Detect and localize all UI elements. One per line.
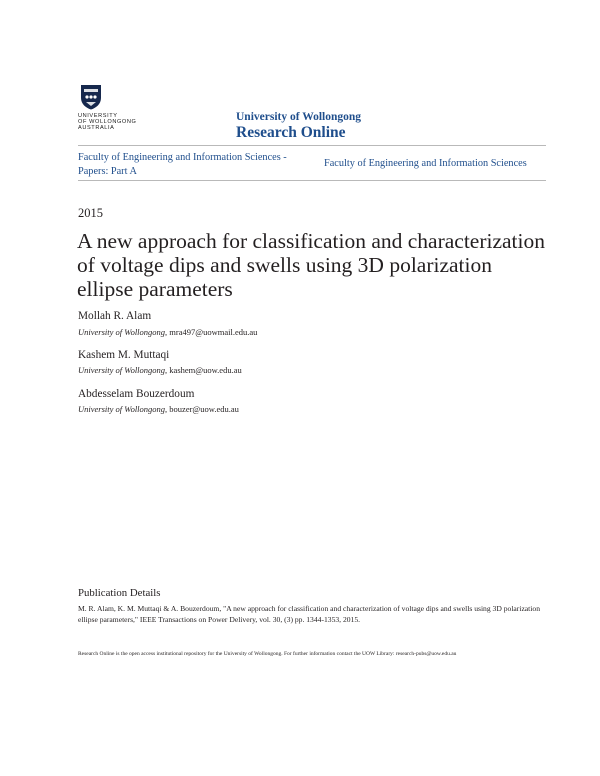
author-email[interactable]: , mra497@uowmail.edu.au xyxy=(165,327,258,337)
repository-header xyxy=(236,111,361,142)
logo-line: UNIVERSITY xyxy=(78,113,118,119)
top-divider xyxy=(78,145,546,146)
author-name: Abdesselam Bouzerdoum xyxy=(78,388,195,400)
affiliation-name: University of Wollongong xyxy=(78,327,166,337)
author-name: Kashem M. Muttaqi xyxy=(78,349,170,361)
author-affiliation xyxy=(78,404,239,414)
author-name: Mollah R. Alam xyxy=(78,310,152,322)
bottom-divider xyxy=(78,180,546,181)
repository-footer-note: Research Online is the open access institutional repository for the University of Wollongong. For further information contact the UOW Library: research-pubs@uow.edu.au xyxy=(78,651,457,657)
author-email[interactable]: , bouzer@uow.edu.au xyxy=(165,404,239,414)
author-affiliation xyxy=(78,327,257,337)
university-logo xyxy=(78,84,150,136)
logo-line: OF WOLLONGONG xyxy=(78,119,137,125)
affiliation-name: University of Wollongong xyxy=(78,365,166,375)
university-link[interactable]: University of Wollongong xyxy=(236,111,362,123)
research-online-link[interactable]: Research Online xyxy=(236,124,346,141)
affiliation-name: University of Wollongong xyxy=(78,404,166,414)
publication-details-heading: Publication Details xyxy=(78,587,161,599)
publication-year: 2015 xyxy=(78,206,103,220)
publication-details-text: M. R. Alam, K. M. Muttaqi & A. Bouzerdoum, "A new approach for classification and characterization of voltage dips and swells using 3D polarization ellipse parameters," IEEE Transactions on Power Delivery, vol. 30, (3) pp. 1344-1353, 2015. xyxy=(78,604,540,624)
logo-line: AUSTRALIA xyxy=(78,125,115,131)
paper-title: A new approach for classification and characterization of voltage dips and swells using 3D polarization ellipse parameters xyxy=(77,229,546,301)
author-affiliation xyxy=(78,365,242,375)
crest-icon xyxy=(80,84,102,110)
logo-wordmark xyxy=(78,113,136,131)
author-email[interactable]: , kashem@uow.edu.au xyxy=(165,365,242,375)
collection-link-part-a[interactable]: Faculty of Engineering and Information Sciences - Papers: Part A xyxy=(78,152,287,177)
collection-link-faculty[interactable]: Faculty of Engineering and Information Sciences xyxy=(324,158,527,169)
